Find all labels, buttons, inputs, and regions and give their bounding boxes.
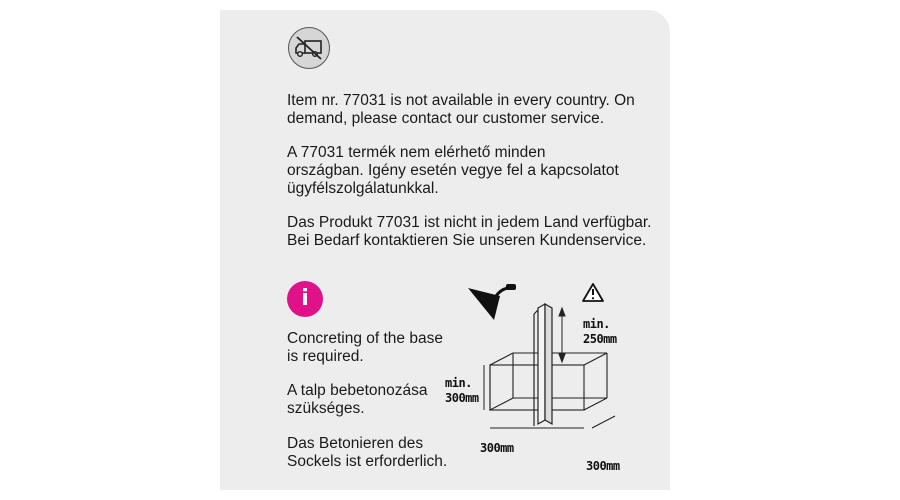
info-icon: i bbox=[287, 281, 323, 317]
truck-crossed-icon bbox=[288, 27, 330, 69]
depth-dimension-min: min. bbox=[445, 376, 472, 390]
availability-text-en: Item nr. 77031 is not available in every country. On demand, please contact our customer service. bbox=[287, 92, 635, 127]
concreting-text-de: Das Betonieren des Sockels ist erforderlich. bbox=[287, 435, 448, 470]
trowel-icon bbox=[468, 284, 516, 320]
warning-icon bbox=[583, 284, 603, 301]
length-dimension: 300mm bbox=[586, 459, 620, 473]
concrete-base-diagram bbox=[445, 280, 667, 480]
depth-dimension-value: 300mm bbox=[445, 391, 479, 405]
top-dimension-min: min. bbox=[583, 317, 610, 331]
concreting-text-en: Concreting of the base is required. bbox=[287, 330, 443, 365]
top-dimension-value: 250mm bbox=[583, 332, 617, 346]
concreting-text-hu: A talp bebetonozása szükséges. bbox=[287, 382, 428, 417]
product-info-card bbox=[220, 10, 670, 490]
width-dimension: 300mm bbox=[480, 441, 514, 455]
availability-text-hu: A 77031 termék nem elérhető minden országban. Igény esetén vegye fel a kapcsolatot ügyfélszolgálatunkkal. bbox=[287, 144, 619, 197]
availability-text-de: Das Produkt 77031 ist nicht in jedem Land verfügbar. Bei Bedarf kontaktieren Sie unseren Kundenservice. bbox=[287, 214, 652, 249]
